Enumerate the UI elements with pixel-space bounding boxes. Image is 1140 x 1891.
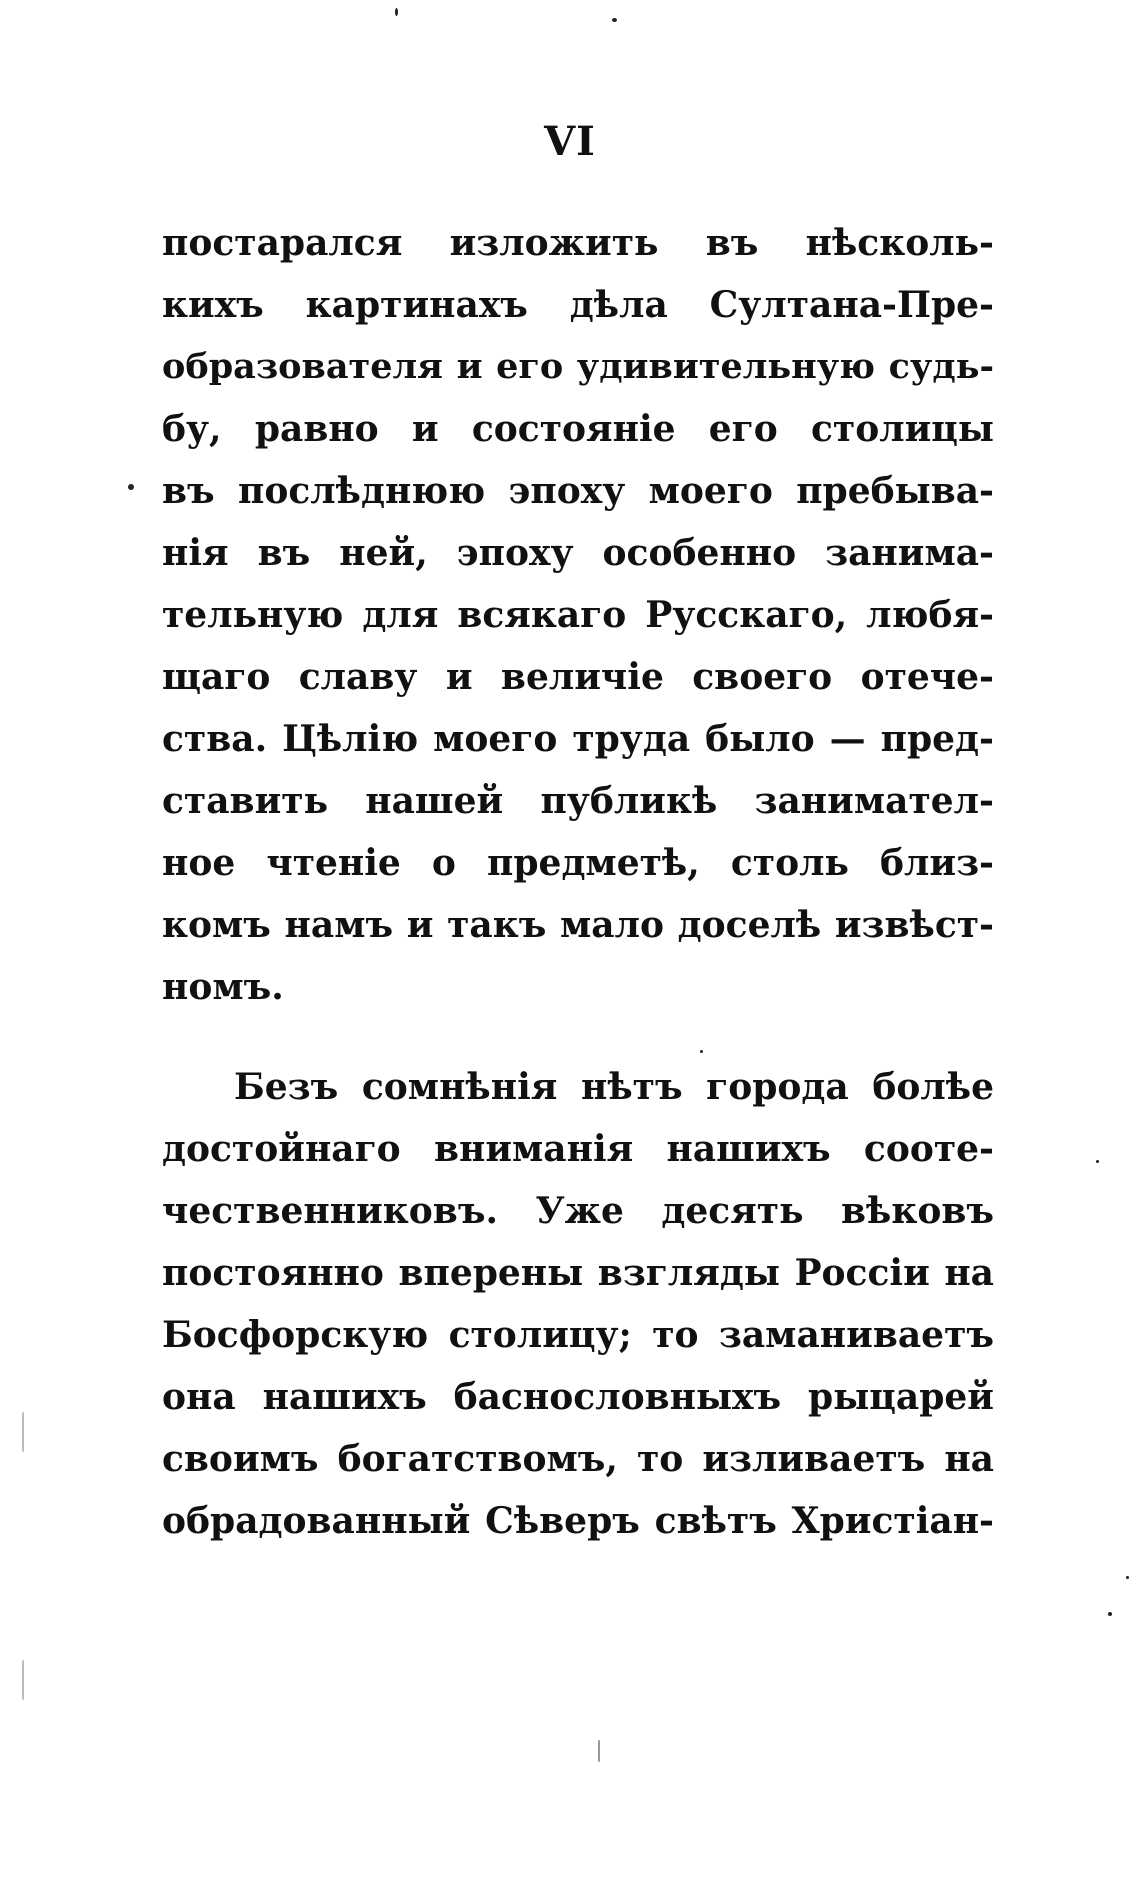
text-line: чественниковъ. Уже десять вѣковъ (162, 1190, 994, 1232)
text-line: нія въ ней, эпоху особенно занима- (162, 532, 994, 574)
scan-speck (598, 1740, 600, 1762)
scan-speck (1108, 1612, 1112, 1616)
scan-speck (22, 1660, 24, 1700)
text-line: образователя и его удивительную судь- (162, 346, 994, 387)
scan-speck (700, 1050, 703, 1053)
text-line: ставить нашей публикѣ занимател- (162, 780, 994, 822)
text-line: номъ. (162, 966, 284, 1008)
paragraph-2 (162, 1056, 994, 1552)
text-line: она нашихъ баснословныхъ рыцарей (162, 1376, 994, 1418)
text-line: своимъ богатствомъ, то изливаетъ на (162, 1438, 994, 1480)
text-line: кихъ картинахъ дѣла Султана-Пре- (162, 284, 994, 326)
text-line: въ послѣднюю эпоху моего пребыва- (162, 470, 994, 512)
text-line: тельную для всякаго Русскаго, любя- (162, 594, 994, 636)
text-line: ное чтеніе о предметѣ, столь близ- (162, 842, 994, 884)
text-line: постарался изложить въ нѣсколь- (162, 222, 994, 264)
paragraph-1 (162, 212, 994, 1018)
text-line: обрадованный Сѣверъ свѣтъ Христіан- (162, 1500, 994, 1542)
text-line: достойнаго вниманія нашихъ сооте- (162, 1128, 994, 1170)
text-line: постоянно вперены взгляды Россіи на (162, 1252, 994, 1294)
scan-speck (1096, 1160, 1099, 1163)
scan-speck (1126, 1576, 1129, 1579)
text-line: Босфорскую столицу; то заманиваетъ (162, 1314, 994, 1356)
text-line: Безъ сомнѣнія нѣтъ города болѣе (234, 1066, 994, 1108)
text-line: ства. Цѣлію моего труда было — пред- (162, 718, 994, 760)
scan-speck (612, 18, 617, 22)
page-number: VI (544, 118, 596, 165)
scan-speck (395, 8, 398, 16)
scan-speck (22, 1412, 24, 1452)
scan-speck (128, 484, 134, 490)
text-line: комъ намъ и такъ мало доселѣ извѣст- (162, 904, 994, 946)
text-line: щаго славу и величіе своего отече- (162, 656, 994, 698)
text-line: бу, равно и состояніе его столицы (162, 408, 994, 450)
